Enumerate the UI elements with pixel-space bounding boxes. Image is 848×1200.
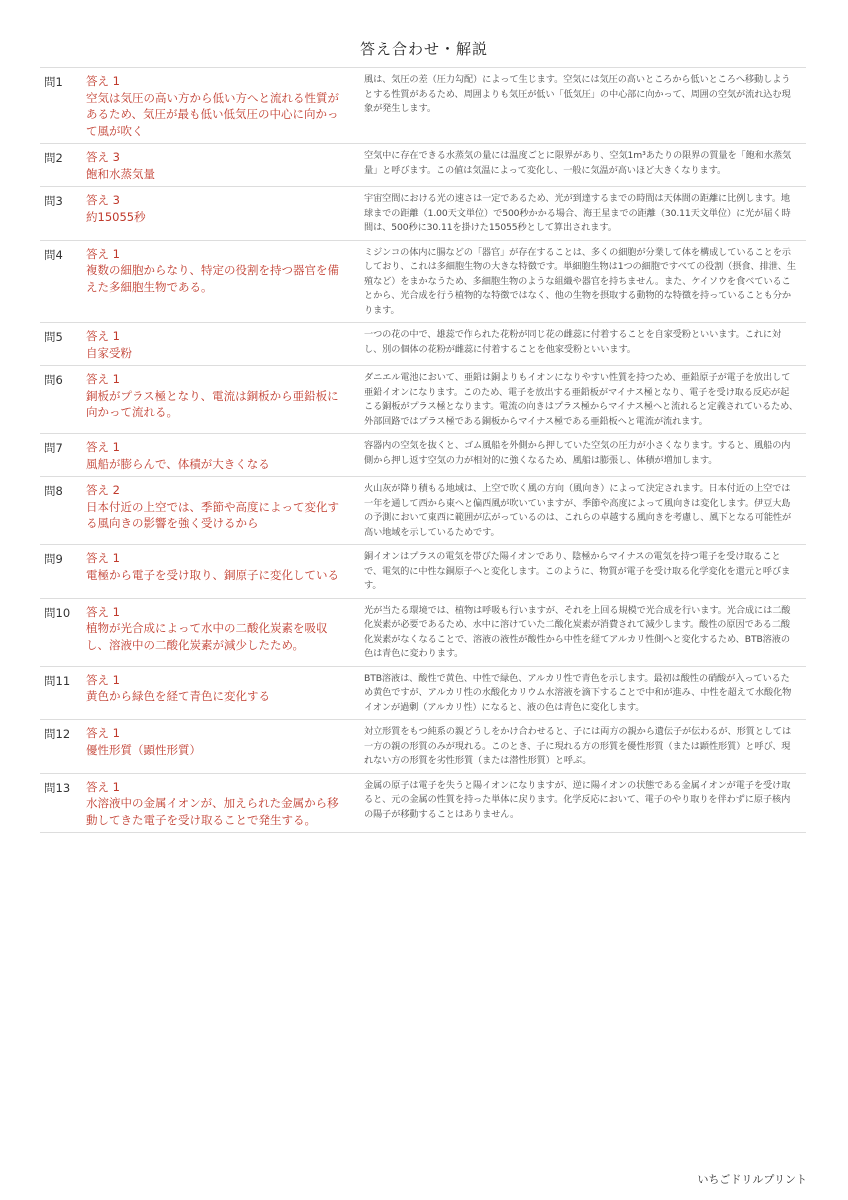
answer-row [40, 323, 806, 366]
answer-cell [84, 366, 356, 434]
answer-row [40, 68, 806, 144]
answer-number: 答え 1 [86, 372, 120, 386]
answer-cell [84, 720, 356, 774]
explanation-text: 宇宙空間における光の速さは一定であるため、光が到達するまでの時間は天体間の距離に比例します。地球までの距離（1.00天文単位）で500秒かかる場合、海王星までの距離（30.11天文単位）に光が届く時間は、500秒に30.11を掛けた15055秒として算出されます。 [356, 187, 806, 241]
answer-text: 黄色から緑色を経て青色に変化する [86, 689, 270, 703]
answer-row [40, 545, 806, 599]
answer-number: 答え 2 [86, 483, 120, 497]
answer-number: 答え 1 [86, 440, 120, 454]
answer-text: 空気は気圧の高い方から低い方へと流れる性質があるため、気圧が最も低い低気圧の中心に向かって風が吹く [86, 90, 339, 138]
answer-row [40, 434, 806, 477]
answer-cell [84, 666, 356, 720]
answer-number: 答え 1 [86, 551, 120, 565]
question-number: 問3 [40, 187, 84, 241]
answer-cell [84, 434, 356, 477]
question-number: 問12 [40, 720, 84, 774]
answer-text: 銅板がプラス極となり、電流は銅板から亜鉛板に向かって流れる。 [86, 388, 339, 419]
question-number: 問10 [40, 598, 84, 666]
question-number: 問9 [40, 545, 84, 599]
answer-row [40, 666, 806, 720]
answer-number: 答え 1 [86, 726, 120, 740]
explanation-text: 風は、気圧の差（圧力勾配）によって生じます。空気には気圧の高いところから低いところへ移動しようとする性質があるため、周囲よりも気圧が低い「低気圧」の中心部に向かって、周囲の空気が流れ込む現象が発生します。 [356, 68, 806, 144]
answer-number: 答え 1 [86, 604, 120, 619]
answer-cell [84, 773, 356, 833]
question-number: 問2 [40, 144, 84, 187]
explanation-text: ミジンコの体内に腸などの「器官」が存在することは、多くの細胞が分業して体を構成していることを示しており、これは多細胞生物の大きな特徴です。単細胞生物は1つの細胞ですべての役割（摂食、排泄、生殖など）をまかなうため、多細胞生物のような組織や器官を持ちません。また、ケイソウを食べていることから、光合成を行う植物的な特徴ではなく、他の生物を摂取する動物的な特徴を持っていることも分かります。 [356, 240, 806, 323]
answer-cell [84, 68, 356, 144]
answer-cell [84, 477, 356, 545]
answer-row [40, 477, 806, 545]
answer-row [40, 366, 806, 434]
answer-cell [84, 187, 356, 241]
answer-text: 日本付近の上空では、季節や高度によって変化する風向きの影響を強く受けるから [86, 499, 339, 530]
question-number: 問4 [40, 240, 84, 323]
answer-cell [84, 598, 356, 666]
answer-text: 植物が光合成によって水中の二酸化炭素を吸収し、溶液中の二酸化炭素が減少したため。 [86, 621, 328, 652]
answer-text: 飽和水蒸気量 [86, 166, 155, 181]
page-title: 答え合わせ・解説 [359, 40, 488, 58]
answer-text: 水溶液中の金属イオンが、加えられた金属から移動してきた電子を受け取ることで発生する。 [86, 796, 339, 827]
answer-row [40, 773, 806, 833]
answer-number: 答え 3 [86, 193, 120, 207]
question-number: 問5 [40, 323, 84, 366]
explanation-text: 一つの花の中で、雄蕊で作られた花粉が同じ花の雌蕊に付着することを自家受粉といいます。これに対し、別の個体の花粉が雌蕊に付着することを他家受粉といいます。 [356, 323, 806, 366]
question-number: 問8 [40, 477, 84, 545]
answer-table [40, 67, 806, 833]
answer-text: 複数の細胞からなり、特定の役割を持つ器官を備えた多細胞生物である。 [86, 263, 339, 294]
explanation-text: 銅イオンはプラスの電気を帯びた陽イオンであり、陰極からマイナスの電気を持つ電子を受け取ることで、電気的に中性な銅原子へと変化します。このように、物質が電子を受け取る化学変化を還元と呼びます。 [356, 545, 806, 599]
question-number: 問6 [40, 366, 84, 434]
question-number: 問1 [40, 68, 84, 144]
answer-number: 答え 1 [86, 74, 120, 88]
explanation-text: 容器内の空気を抜くと、ゴム風船を外側から押していた空気の圧力が小さくなります。すると、風船の内側から押し返す空気の力が相対的に強くなるため、風船は膨張し、体積が増加します。 [356, 434, 806, 477]
answer-cell [84, 323, 356, 366]
answer-text: 約15055秒 [86, 209, 146, 224]
answer-row [40, 144, 806, 187]
answer-row [40, 598, 806, 666]
explanation-text: 光が当たる環境では、植物は呼吸も行いますが、それを上回る規模で光合成を行います。光合成には二酸化炭素が必要であるため、水中に溶けていた二酸化炭素が消費されて減少します。酸性の原因である二酸化炭素がなくなることで、溶液の液性が酸性から中性を経てアルカリ性側へと変化するため、BTB溶液の色は青色に変わります。 [356, 598, 806, 666]
answer-row [40, 240, 806, 323]
answer-text: 電極から電子を受け取り、銅原子に変化している [86, 567, 339, 582]
answer-cell [84, 240, 356, 323]
explanation-text: 空気中に存在できる水蒸気の量には温度ごとに限界があり、空気1m³あたりの限界の質量を「飽和水蒸気量」と呼びます。この値は気温によって変化し、一般に気温が高いほど大きくなります。 [356, 144, 806, 187]
answer-text: 優性形質（顕性形質） [86, 742, 201, 757]
footer-brand: いちごドリルプリント [697, 1173, 807, 1186]
explanation-text: BTB溶液は、酸性で黄色、中性で緑色、アルカリ性で青色を示します。最初は酸性の硝酸が入っているため黄色ですが、アルカリ性の水酸化カリウム水溶液を滴下することで中和が進み、中性を超えて水酸化物イオンが過剰（アルカリ性）になると、液の色は青色に変化します。 [356, 666, 806, 720]
answer-number: 答え 1 [86, 672, 120, 687]
answer-cell [84, 144, 356, 187]
explanation-text: 対立形質をもつ純系の親どうしをかけ合わせると、子には両方の親から遺伝子が伝わるが、形質としては一方の親の形質のみが現れる。このとき、子に現れる方の形質を優性形質（または顕性形質）と呼び、現れない方の形質を劣性形質（または潜性形質）と呼ぶ。 [356, 720, 806, 774]
explanation-text: ダニエル電池において、亜鉛は銅よりもイオンになりやすい性質を持つため、亜鉛原子が電子を放出して亜鉛イオンになります。このため、電子を放出する亜鉛板がマイナス極となり、電子を受け取る反応が起こる銅板がプラス極となります。電流の向きはプラス極からマイナス極へと流れると定義されているため、外部回路ではプラス極である銅板からマイナス極である亜鉛板へと電流が流れます。 [356, 366, 806, 434]
answer-row [40, 187, 806, 241]
question-number: 問11 [40, 666, 84, 720]
question-number: 問7 [40, 434, 84, 477]
answer-number: 答え 1 [86, 779, 120, 794]
answer-text: 自家受粉 [86, 345, 132, 360]
answer-text: 風船が膨らんで、体積が大きくなる [86, 456, 270, 471]
answer-cell [84, 545, 356, 599]
question-number: 問13 [40, 773, 84, 833]
answer-row [40, 720, 806, 774]
answer-number: 答え 3 [86, 150, 120, 164]
answer-number: 答え 1 [86, 329, 120, 343]
explanation-text: 金属の原子は電子を失うと陽イオンになりますが、逆に陽イオンの状態である金属イオンが電子を受け取ると、元の金属の性質を持った単体に戻ります。化学反応において、電子のやり取りを伴わずに原子核内の陽子が移動することはありません。 [356, 773, 806, 833]
explanation-text: 火山灰が降り積もる地域は、上空で吹く風の方向（風向き）によって決定されます。日本付近の上空では一年を通して西から東へと偏西風が吹いていますが、季節や高度によって風向きは変化します。伊豆大島の予測において東西に範囲が広がっているのは、これらの卓越する風向きを考慮し、風下となる可能性が高い地域を示しているためです。 [356, 477, 806, 545]
answer-number: 答え 1 [86, 246, 120, 261]
